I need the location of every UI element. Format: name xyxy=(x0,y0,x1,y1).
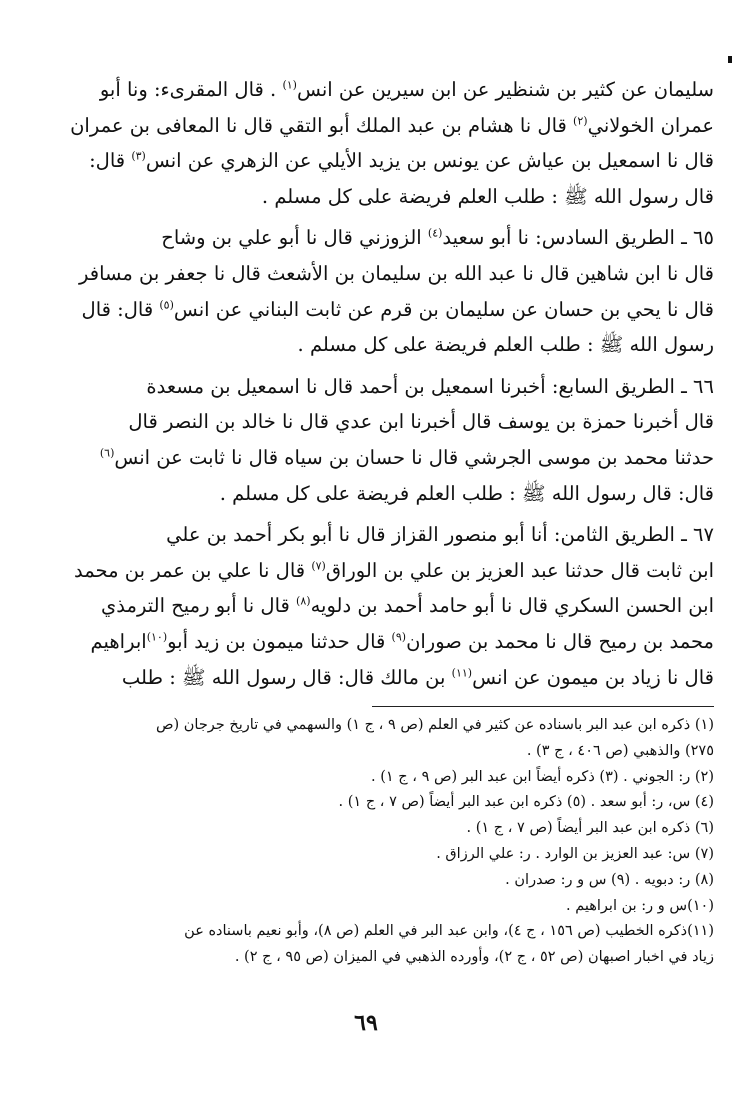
footnote-line: (١١)ذكره الخطيب (ص ١٥٦ ، ج ٤)، وابن عبد البر في العلم (ص ٨)، وأبو نعيم باسناده عن xyxy=(184,923,714,940)
footnote-ref: (٦) xyxy=(99,446,115,460)
footnote-ref: (٧) xyxy=(311,559,326,573)
footnote-ref: (٤) xyxy=(427,226,443,240)
footnote-ref: (٢) xyxy=(573,114,588,128)
text-run: ٦٧ ـ الطريق الثامن: أنا أبو منصور القزاز قال نا أبو بكر أحمد بن علي xyxy=(166,523,714,547)
text-line xyxy=(70,108,714,144)
text-run: بن مالك قال: قال رسول الله ﷺ : طلب xyxy=(121,665,452,689)
text-run: رسول الله ﷺ : طلب العلم فريضة على كل مسلم . xyxy=(297,333,714,357)
text-run: قال أخبرنا حمزة بن يوسف قال أخبرنا ابن عدي قال نا خالد بن النصر قال xyxy=(128,410,714,434)
footnote-ref: (٥) xyxy=(159,298,174,312)
footnote-line: (٨) ر: دبويه . (٩) س و ر: صدران . xyxy=(505,871,714,888)
text-run: قال نا يحي بن حسان عن سليمان بن قرم عن ثابت البناني عن انس xyxy=(173,297,714,321)
text-line xyxy=(98,588,714,624)
text-run: قال نا ابن شاهين قال نا عبد الله بن سليمان بن الأشعث قال نا جعفر بن مسافر xyxy=(79,261,714,285)
text-run: قال نا أبو رميح الترمذي xyxy=(101,594,297,618)
margin-mark xyxy=(728,56,732,63)
paragraph xyxy=(70,72,714,214)
text-run: قال: قال رسول الله ﷺ : طلب العلم فريضة على كل مسلم . xyxy=(219,481,714,505)
footnote-line: (١٠)س و ر: بن ابراهيم . xyxy=(566,897,714,914)
text-line xyxy=(81,292,714,328)
text-run: عمران الخولاني xyxy=(587,113,714,137)
text-line xyxy=(98,327,714,363)
text-run: ٦٥ ـ الطريق السادس: نا أبو سعيد xyxy=(442,226,714,250)
text-run: قال: قال xyxy=(81,297,160,321)
footnote-ref: (٣) xyxy=(131,149,146,163)
text-run: قال نا اسمعيل بن عياش عن يونس بن يزيد الأيلي عن الزهري عن انس xyxy=(145,149,714,173)
text-line xyxy=(74,553,714,589)
text-run: محمد بن رميح قال نا محمد بن صوران xyxy=(406,629,714,653)
footnote-separator xyxy=(372,706,714,707)
text-run: ابن الحسن السكري قال نا أبو حامد أحمد بن دلويه xyxy=(310,594,714,618)
text-line xyxy=(98,220,714,256)
footnote-ref: (٨) xyxy=(296,594,311,608)
footnote-ref: (١١) xyxy=(451,666,473,679)
text-run: ٦٦ ـ الطريق السابع: أخبرنا اسمعيل بن أحمد قال نا اسمعيل بن مسعدة xyxy=(146,374,714,398)
footnote-ref: (١٠) xyxy=(146,630,168,644)
footnote-line: (٦) ذكره ابن عبد البر أيضاً (ص ٧ ، ج ١) . xyxy=(466,820,714,837)
text-run: . قال المقرىء: ونا أبو xyxy=(99,78,283,101)
footnote-ref: (٩) xyxy=(391,630,407,644)
footnote-line: ٢٧٥) والذهبي (ص ٤٠٦ ، ج ٣) . xyxy=(526,742,714,759)
footnote-line: (٢) ر: الجوني . (٣) ذكره أيضاً ابن عبد البر (ص ٩ ، ج ١) . xyxy=(371,768,714,785)
text-run: الزوزني قال نا أبو علي بن وشاح xyxy=(161,226,428,250)
text-run: قال حدثنا ميمون بن زيد أبو xyxy=(167,629,392,653)
footnote-ref: (١) xyxy=(282,78,297,92)
text-run: قال نا علي بن عمر بن محمد xyxy=(74,558,312,582)
text-run: ابن ثابت قال حدثنا عبد العزيز بن علي بن الوراق xyxy=(325,558,714,582)
text-line xyxy=(98,369,714,405)
text-run: قال نا زياد بن ميمون عن انس xyxy=(472,665,714,689)
text-run: قال نا هشام بن عبد الملك أبو التقي قال نا المعافى بن عمران xyxy=(70,113,574,137)
main-text xyxy=(70,72,714,695)
paragraph xyxy=(79,220,714,362)
text-line xyxy=(79,256,714,292)
text-run: قال رسول الله ﷺ : طلب العلم فريضة على كل مسلم . xyxy=(261,184,714,208)
text-line xyxy=(98,72,714,108)
text-line xyxy=(90,624,714,660)
paragraph xyxy=(74,517,714,695)
text-line xyxy=(98,179,714,215)
footnote-line: (٤) س، ر: أبو سعد . (٥) ذكره ابن عبد البر أيضاً (ص ٧ ، ج ١) . xyxy=(338,794,714,811)
text-run: حدثنا محمد بن موسى الجرشي قال نا حسان بن سياه قال نا ثابت عن انس xyxy=(114,445,714,469)
footnote-line: (١) ذكره ابن عبد البر باسناده عن كثير في العلم (ص ٩ ، ج ١) والسهمي في تاريخ جرجان (ص xyxy=(155,717,714,733)
paragraph xyxy=(98,369,714,511)
text-run: قال: xyxy=(89,149,132,173)
footnote-line: (٧) س: عبد العزيز بن الوارد . ر: علي الرزاق . xyxy=(436,845,714,862)
text-line xyxy=(89,143,714,179)
footnotes xyxy=(98,713,714,971)
text-line xyxy=(98,440,714,476)
text-line xyxy=(98,517,714,553)
text-line xyxy=(98,476,714,512)
text-line xyxy=(98,404,714,440)
page-number: ٦٩ xyxy=(354,1010,378,1036)
footnote-line: زياد في اخبار اصبهان (ص ٥٢ ، ج ٢)، وأورده الذهبي في الميزان (ص ٩٥ ، ج ٢) . xyxy=(234,949,714,966)
text-run: ابراهيم xyxy=(90,629,147,653)
text-run: سليمان عن كثير بن شنظير عن ابن سيرين عن انس xyxy=(296,78,714,101)
text-line xyxy=(98,660,714,696)
